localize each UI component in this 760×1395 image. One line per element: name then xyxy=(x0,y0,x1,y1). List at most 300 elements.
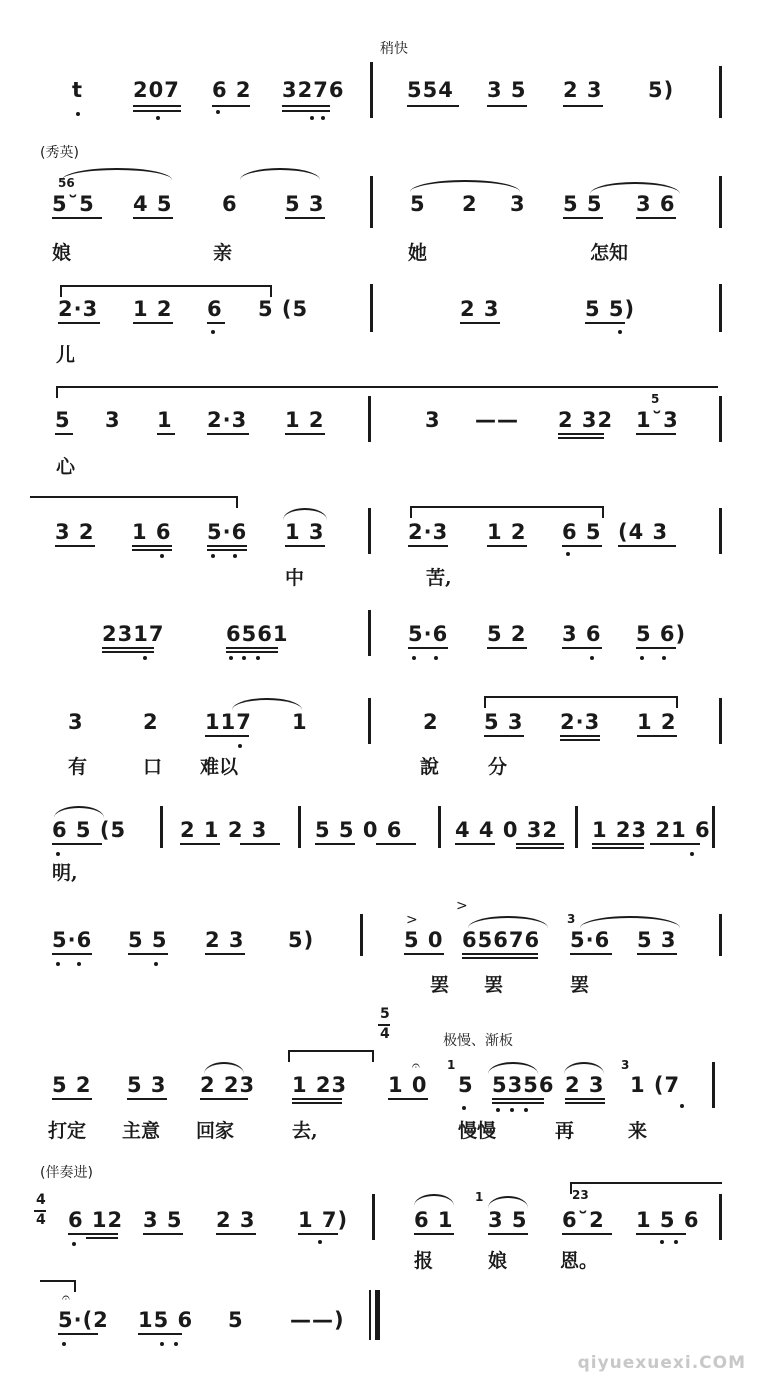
note-group: 3 5 xyxy=(143,1208,183,1232)
underline xyxy=(282,110,330,112)
bar-line xyxy=(368,396,371,442)
note-group: 5 2 xyxy=(52,1073,92,1097)
underline xyxy=(408,647,448,649)
grace-note: 3 xyxy=(621,1058,630,1072)
lyric: 怎知 xyxy=(590,242,629,264)
bar-line xyxy=(368,698,371,744)
note-group: 5·(2 xyxy=(58,1308,109,1332)
note-group: 15 6 xyxy=(138,1308,194,1332)
lyric: 口 xyxy=(143,756,163,778)
underline xyxy=(637,735,677,737)
octave-dot xyxy=(216,110,220,114)
lyric: 慢慢 xyxy=(458,1120,497,1142)
tempo-marking: 稍快 xyxy=(380,41,408,57)
grace-note: 1 xyxy=(475,1190,484,1204)
final-bar-line xyxy=(375,1290,380,1340)
underline xyxy=(487,105,527,107)
underline xyxy=(562,647,602,649)
underline xyxy=(388,1098,428,1100)
lyric: 說 xyxy=(420,756,440,778)
octave-dot xyxy=(310,116,314,120)
lyric: 苦, xyxy=(426,567,452,589)
underline xyxy=(565,1098,605,1100)
note-group: 3 6 xyxy=(562,622,602,646)
note-group: 6 5 xyxy=(562,520,602,544)
underline xyxy=(558,437,604,439)
underline xyxy=(205,953,245,955)
note-group: 2 3 xyxy=(565,1073,605,1097)
note-group: 2317 xyxy=(102,622,165,646)
fermata-icon: 𝄐 xyxy=(62,1290,70,1306)
note-group: 2 32 xyxy=(558,408,614,432)
note-group: 5·6 xyxy=(408,622,449,646)
note-group: 6 2 xyxy=(212,78,252,102)
underline xyxy=(55,433,73,435)
lyric: 再 xyxy=(555,1120,575,1142)
note-group: 1 23 21 6 xyxy=(592,818,711,842)
note-group: 6561 xyxy=(226,622,289,646)
note-group: 6 xyxy=(222,192,238,216)
bar-line xyxy=(368,610,371,656)
underline xyxy=(376,843,416,845)
octave-dot xyxy=(660,1240,664,1244)
bar-line xyxy=(372,1194,375,1240)
underline xyxy=(52,953,92,955)
bar-line xyxy=(719,176,722,228)
note-group: —— xyxy=(475,408,519,432)
note-group: 2 3 xyxy=(216,1208,256,1232)
underline xyxy=(407,105,459,107)
underline xyxy=(488,1233,528,1235)
underline xyxy=(205,735,249,737)
underline xyxy=(285,433,325,435)
underline xyxy=(207,549,247,551)
underline xyxy=(592,843,644,845)
note-group: 3 xyxy=(510,192,526,216)
note-group: 6 5 (5 xyxy=(52,818,127,842)
underline xyxy=(86,1237,118,1239)
note-group: 1 3 xyxy=(285,520,325,544)
octave-dot xyxy=(238,744,242,748)
note-group: 2 xyxy=(423,710,439,734)
slur xyxy=(484,696,678,708)
fermata-icon: 𝄐 xyxy=(412,1058,420,1074)
note-group: 5·6 xyxy=(52,928,93,952)
bar-line xyxy=(712,1062,715,1108)
lyric: 来 xyxy=(628,1120,648,1142)
note-group: 2 xyxy=(143,710,159,734)
octave-dot xyxy=(524,1108,528,1112)
slur xyxy=(30,496,238,508)
note-group: t xyxy=(72,78,84,102)
underline xyxy=(226,651,278,653)
octave-dot xyxy=(211,330,215,334)
octave-dot xyxy=(640,656,644,660)
note-group: 2 3 xyxy=(460,297,500,321)
note-group: 65676 xyxy=(462,928,541,952)
note-group: 1 2 xyxy=(133,297,173,321)
bar-line xyxy=(719,284,722,332)
underline xyxy=(128,953,168,955)
underline xyxy=(585,322,625,324)
octave-dot xyxy=(62,1342,66,1346)
lyric: 罢 xyxy=(570,974,590,996)
underline xyxy=(562,545,602,547)
underline xyxy=(52,1098,92,1100)
note-group: 5 5 xyxy=(563,192,603,216)
slur xyxy=(468,916,548,928)
note-group: 5·6 xyxy=(570,928,611,952)
octave-dot xyxy=(154,962,158,966)
slur xyxy=(60,285,272,297)
underline xyxy=(636,433,676,435)
underline xyxy=(207,545,247,547)
slur xyxy=(488,1196,528,1208)
lyric: 亲 xyxy=(213,242,233,264)
bar-line xyxy=(575,806,578,848)
lyric: 明, xyxy=(52,862,78,884)
accent-mark: > xyxy=(406,912,418,928)
underline xyxy=(285,217,325,219)
note-group: 5) xyxy=(648,78,675,102)
note-group: 3 xyxy=(425,408,441,432)
bar-line xyxy=(719,396,722,442)
octave-dot xyxy=(690,852,694,856)
underline xyxy=(180,843,220,845)
underline xyxy=(560,739,600,741)
underline xyxy=(285,545,325,547)
note-group: 3 xyxy=(68,710,84,734)
note-group: 5 5 0 6 xyxy=(315,818,403,842)
time-sig-num: 5 xyxy=(380,1006,390,1022)
octave-dot xyxy=(156,116,160,120)
note-group: 1 5 6 xyxy=(636,1208,700,1232)
underline xyxy=(292,1098,342,1100)
lyric: 回家 xyxy=(196,1120,235,1142)
underline xyxy=(58,322,100,324)
underline xyxy=(68,1233,118,1235)
underline xyxy=(298,1233,338,1235)
underline xyxy=(414,1233,454,1235)
slur xyxy=(232,698,302,710)
underline xyxy=(282,105,330,107)
bar-line xyxy=(438,806,441,848)
bar-line xyxy=(370,62,373,118)
underline xyxy=(460,322,500,324)
octave-dot xyxy=(462,1106,466,1110)
slur xyxy=(240,168,320,180)
note-group: 5 5 xyxy=(128,928,168,952)
slur xyxy=(410,506,604,518)
underline xyxy=(487,545,527,547)
underline xyxy=(207,322,225,324)
octave-dot xyxy=(229,656,233,660)
note-group: 117 xyxy=(205,710,252,734)
underline xyxy=(563,105,603,107)
underline xyxy=(462,957,538,959)
note-group: 1˘3 xyxy=(636,408,679,432)
underline xyxy=(492,1102,544,1104)
octave-dot xyxy=(566,552,570,556)
underline xyxy=(216,1233,256,1235)
octave-dot xyxy=(434,656,438,660)
note-group: 5 xyxy=(458,1073,474,1097)
note-group: 1 2 xyxy=(487,520,527,544)
time-sig-den: 4 xyxy=(380,1026,390,1042)
octave-dot xyxy=(590,656,594,660)
lyric: 难以 xyxy=(200,756,239,778)
lyric: 恩。 xyxy=(560,1250,599,1272)
note-group: 5˘5 xyxy=(52,192,95,216)
underline xyxy=(207,433,249,435)
octave-dot xyxy=(680,1104,684,1108)
underline xyxy=(102,647,154,649)
note-group: 5 2 xyxy=(487,622,527,646)
note-group: 5 3 xyxy=(637,928,677,952)
lyric: 罢 xyxy=(430,974,450,996)
note-group: 1 7) xyxy=(298,1208,349,1232)
underline xyxy=(637,953,677,955)
note-group: 3 5 xyxy=(488,1208,528,1232)
note-group: 3 2 xyxy=(55,520,95,544)
note-group: 5356 xyxy=(492,1073,555,1097)
note-group: 207 xyxy=(133,78,180,102)
bar-line xyxy=(370,284,373,332)
note-group: 1 6 xyxy=(132,520,172,544)
slur xyxy=(62,168,172,180)
slur xyxy=(283,508,327,520)
underline xyxy=(650,843,700,845)
underline xyxy=(132,545,172,547)
underline xyxy=(562,1233,612,1235)
note-group: 2·3 xyxy=(560,710,601,734)
grace-note: 5 xyxy=(651,392,660,406)
octave-dot xyxy=(242,656,246,660)
underline xyxy=(240,843,280,845)
lyric: 打定 xyxy=(48,1120,87,1142)
bar-line xyxy=(160,806,163,848)
note-group: 1 0 xyxy=(388,1073,428,1097)
underline xyxy=(315,843,355,845)
note-group: 2 3 xyxy=(205,928,245,952)
accent-mark: > xyxy=(456,898,468,914)
underline xyxy=(618,545,676,547)
note-group: 2·3 xyxy=(408,520,449,544)
slur xyxy=(54,806,104,818)
tempo-marking: 极慢、渐板 xyxy=(443,1033,513,1049)
underline xyxy=(408,545,448,547)
octave-dot xyxy=(174,1342,178,1346)
note-group: 5 5) xyxy=(585,297,636,321)
note-group: 5 xyxy=(55,408,71,432)
lyric: 去, xyxy=(292,1120,318,1142)
watermark: qiyuexuexi.COM xyxy=(577,1353,746,1373)
underline xyxy=(636,217,676,219)
final-bar-line xyxy=(369,1290,371,1340)
grace-note: 3 xyxy=(567,912,576,926)
note-group: 2·3 xyxy=(58,297,99,321)
underline xyxy=(200,1098,248,1100)
octave-dot xyxy=(56,852,60,856)
note-group: 6 xyxy=(207,297,223,321)
underline xyxy=(455,843,495,845)
underline xyxy=(143,1233,183,1235)
underline xyxy=(226,647,278,649)
octave-dot xyxy=(76,112,80,116)
underline xyxy=(492,1098,544,1100)
octave-dot xyxy=(321,116,325,120)
note-group: 5 xyxy=(410,192,426,216)
underline xyxy=(570,953,612,955)
note-group: 3 6 xyxy=(636,192,676,216)
note-group: 5 0 xyxy=(404,928,444,952)
underline xyxy=(636,1233,686,1235)
note-group: 5 (5 xyxy=(258,297,309,321)
note-group: 1 xyxy=(292,710,308,734)
underline xyxy=(404,953,444,955)
underline xyxy=(133,322,173,324)
octave-dot xyxy=(496,1108,500,1112)
note-group: 5·6 xyxy=(207,520,248,544)
underline xyxy=(133,105,181,107)
underline xyxy=(565,1102,605,1104)
underline xyxy=(133,110,181,112)
octave-dot xyxy=(160,554,164,558)
underline xyxy=(484,735,524,737)
note-group: 2 23 xyxy=(200,1073,256,1097)
bar-line xyxy=(298,806,301,848)
note-group: 3 5 xyxy=(487,78,527,102)
note-group: ——) xyxy=(290,1308,345,1332)
note-group: 2 1 2 3 xyxy=(180,818,268,842)
octave-dot xyxy=(510,1108,514,1112)
underline xyxy=(52,217,102,219)
note-group: 1 23 xyxy=(292,1073,348,1097)
underline xyxy=(133,217,173,219)
note-group: 2 xyxy=(462,192,478,216)
note-group: 2·3 xyxy=(207,408,248,432)
lyric: 儿 xyxy=(56,344,76,366)
underline xyxy=(516,847,564,849)
underline xyxy=(132,549,172,551)
note-group: 5 3 xyxy=(127,1073,167,1097)
slur xyxy=(570,1182,722,1194)
octave-dot xyxy=(211,554,215,558)
octave-dot xyxy=(72,1242,76,1246)
time-sig-num: 4 xyxy=(36,1192,46,1208)
slur xyxy=(56,386,718,398)
lyric: 她 xyxy=(408,242,428,264)
slur xyxy=(580,916,680,928)
octave-dot xyxy=(662,656,666,660)
lyric: 罢 xyxy=(484,974,504,996)
underline xyxy=(516,843,564,845)
note-group: 1 (7 xyxy=(630,1073,681,1097)
underline xyxy=(636,647,676,649)
underline xyxy=(560,735,600,737)
lyric: 报 xyxy=(414,1250,434,1272)
bar-line xyxy=(719,66,722,118)
note-group: (4 3 xyxy=(618,520,669,544)
underline xyxy=(462,953,538,955)
time-sig-den: 4 xyxy=(36,1212,46,1228)
note-group: 4 5 xyxy=(133,192,173,216)
octave-dot xyxy=(160,1342,164,1346)
octave-dot xyxy=(412,656,416,660)
note-group: 1 2 xyxy=(637,710,677,734)
slur xyxy=(410,180,520,192)
lyric: 分 xyxy=(488,756,508,778)
underline xyxy=(558,433,604,435)
octave-dot xyxy=(318,1240,322,1244)
note-group: 3 xyxy=(105,408,121,432)
bar-line xyxy=(360,914,363,956)
octave-dot xyxy=(256,656,260,660)
octave-dot xyxy=(233,554,237,558)
note-group: 6 12 xyxy=(68,1208,124,1232)
underline xyxy=(157,433,175,435)
bar-line xyxy=(719,1194,722,1240)
bar-line xyxy=(370,176,373,228)
underline xyxy=(52,843,102,845)
underline xyxy=(127,1098,167,1100)
bar-line xyxy=(719,914,722,956)
underline xyxy=(592,847,644,849)
lyric: 有 xyxy=(68,756,88,778)
singer-label: (秀英) xyxy=(40,145,79,161)
slur xyxy=(414,1194,454,1206)
grace-note: 1 xyxy=(447,1058,456,1072)
note-group: 4 4 0 32 xyxy=(455,818,558,842)
lyric: 主意 xyxy=(122,1120,161,1142)
note-group: 6 1 xyxy=(414,1208,454,1232)
note-group: 5 xyxy=(228,1308,244,1332)
underline xyxy=(487,647,527,649)
slur xyxy=(288,1050,374,1062)
slur xyxy=(40,1280,76,1292)
note-group: 3276 xyxy=(282,78,345,102)
note-group: 6˘2 xyxy=(562,1208,605,1232)
grace-note: 56 xyxy=(58,176,75,190)
underline xyxy=(55,545,95,547)
bar-line xyxy=(719,508,722,554)
underline xyxy=(58,1333,98,1335)
note-group: 2 3 xyxy=(563,78,603,102)
accomp-label: (伴奏进) xyxy=(40,1165,93,1181)
bar-line xyxy=(368,508,371,554)
note-group: 1 xyxy=(157,408,173,432)
underline xyxy=(138,1333,182,1335)
octave-dot xyxy=(674,1240,678,1244)
note-group: 5 3 xyxy=(484,710,524,734)
lyric: 娘 xyxy=(488,1250,508,1272)
lyric: 心 xyxy=(56,456,76,478)
lyric: 中 xyxy=(285,567,305,589)
note-group: 554 xyxy=(407,78,454,102)
bar-line xyxy=(712,806,715,848)
octave-dot xyxy=(77,962,81,966)
note-group: 5 3 xyxy=(285,192,325,216)
bar-line xyxy=(719,698,722,744)
note-group: 1 2 xyxy=(285,408,325,432)
lyric: 娘 xyxy=(52,242,72,264)
octave-dot xyxy=(143,656,147,660)
note-group: 5) xyxy=(288,928,315,952)
octave-dot xyxy=(618,330,622,334)
underline xyxy=(292,1102,342,1104)
underline xyxy=(212,105,250,107)
note-group: 5 6) xyxy=(636,622,687,646)
